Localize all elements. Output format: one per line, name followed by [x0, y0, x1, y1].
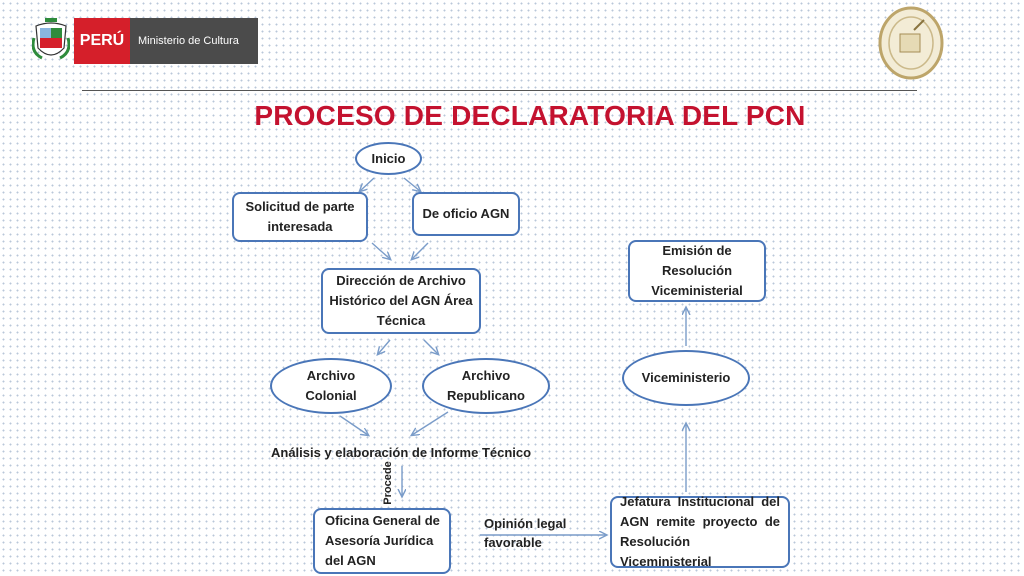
node-viceministerio — [622, 350, 750, 406]
node-archivo-colonial-label: Archivo Colonial — [305, 368, 357, 403]
node-archivo-republicano-label: Archivo Republicano — [446, 368, 525, 403]
node-jefatura — [610, 496, 790, 568]
node-emision-label: Emisión de Resolución Viceministerial — [651, 243, 743, 298]
node-oficina — [313, 508, 451, 574]
arrow-oficio-direccion — [412, 243, 428, 259]
arrow-inicio-oficio — [404, 178, 420, 191]
node-analisis: Análisis y elaboración de Informe Técnico — [271, 445, 532, 460]
node-solicitud — [232, 192, 368, 242]
arrow-inicio-solicitud — [360, 178, 374, 191]
brand-peru: PERÚ — [74, 18, 130, 64]
arrow-republicano-analisis — [412, 412, 448, 435]
node-inicio — [355, 142, 422, 175]
node-direccion-label: Dirección de Archivo Histórico del AGN Área Técnica — [329, 273, 473, 328]
ministry-label: Ministerio de Cultura — [130, 18, 258, 64]
node-direccion — [321, 268, 481, 334]
label-procede: Procede — [382, 461, 394, 505]
node-viceministerio-label: Viceministerio — [641, 370, 731, 385]
arrow-direccion-colonial — [378, 340, 390, 354]
node-solicitud-label: Solicitud de parte interesada — [245, 199, 355, 234]
label-opinion: Opinión legal favorable — [484, 516, 567, 550]
node-oficina-label: Oficina General de Asesoría Jurídica del AGN — [325, 513, 440, 568]
node-de-oficio — [412, 192, 520, 236]
arrow-colonial-analisis — [340, 416, 368, 435]
node-emision — [628, 240, 766, 302]
node-de-oficio-label: De oficio AGN — [422, 206, 510, 221]
node-archivo-republicano — [422, 358, 550, 414]
node-jefatura-label: Jefatura Institucional del AGN remite proyecto de Resolución Viceministerial — [620, 494, 780, 569]
node-inicio-label: Inicio — [371, 150, 406, 166]
node-archivo-colonial — [270, 358, 392, 414]
arrow-direccion-republicano — [424, 340, 438, 354]
arrow-solicitud-direccion — [372, 243, 390, 259]
page-title: PROCESO DE DECLARATORIA DEL PCN — [254, 100, 806, 131]
